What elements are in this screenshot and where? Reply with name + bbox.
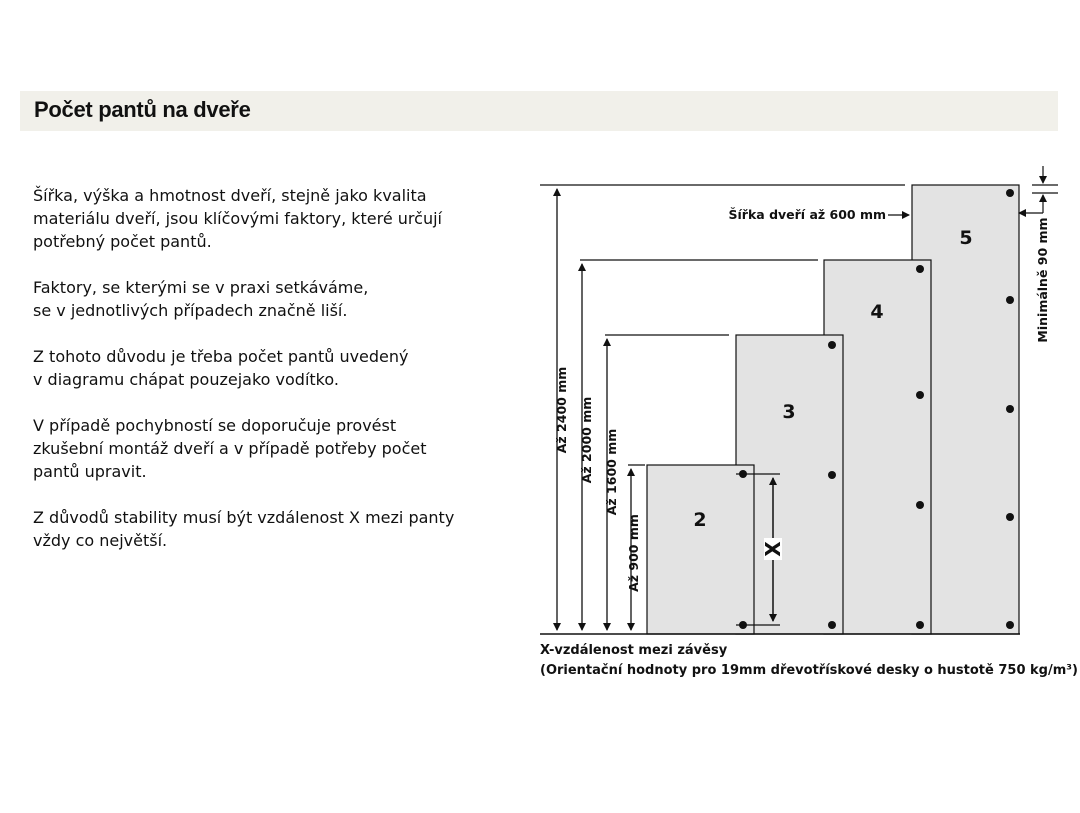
page-title: Počet pantů na dveře	[34, 97, 251, 122]
caption-line-2: (Orientační hodnoty pro 19mm dřevotřískové desky o hustotě 750 kg/m³)	[540, 663, 1078, 678]
height-label-900: Až 900 mm	[626, 514, 641, 592]
hinge-dot	[1006, 296, 1014, 304]
hinge-dot	[1006, 189, 1014, 197]
width-label: Šířka dveří až 600 mm	[728, 207, 886, 222]
paragraph-guide: Z tohoto důvodu je třeba počet pantů uvedený v diagramu chápat pouzejako vodítko.	[33, 347, 409, 389]
hinge-dot	[916, 391, 924, 399]
hinge-dot	[828, 341, 836, 349]
door-4-count: 4	[870, 301, 884, 323]
hinge-dot	[1006, 405, 1014, 413]
hinge-dot	[916, 265, 924, 273]
caption	[540, 641, 1078, 681]
hinge-dot	[828, 471, 836, 479]
door-3-count: 3	[782, 401, 796, 423]
x-label: X	[761, 541, 785, 557]
min-label: Minimálně 90 mm	[1035, 217, 1050, 343]
door-5-count: 5	[959, 227, 973, 249]
door-2-count: 2	[693, 509, 707, 531]
hinge-dot	[916, 501, 924, 509]
paragraph-stability: Z důvodů stability musí být vzdálenost X mezi panty vždy co největší.	[33, 508, 455, 550]
hinge-dot	[1006, 513, 1014, 521]
height-label-2000: Až 2000 mm	[579, 396, 594, 484]
hinge-dot	[828, 621, 836, 629]
hinge-dot	[916, 621, 924, 629]
paragraph-factors: Šířka, výška a hmotnost dveří, stejně jako kvalita materiálu dveří, jsou klíčovými faktory, které určují potřebný počet pantů.	[33, 186, 442, 251]
paragraph-test-fit: V případě pochybností se doporučuje provést zkušební montáž dveří a v případě potřeby počet pantů upravit.	[33, 416, 427, 481]
caption-line-1: X-vzdálenost mezi závěsy	[540, 643, 728, 658]
door-2	[647, 465, 754, 634]
paragraph-practice: Faktory, se kterými se v praxi setkáváme, se v jednotlivých případech značně liší.	[33, 278, 369, 320]
height-label-1600: Až 1600 mm	[604, 428, 619, 516]
hinge-dot	[1006, 621, 1014, 629]
height-label-2400: Až 2400 mm	[554, 366, 569, 454]
